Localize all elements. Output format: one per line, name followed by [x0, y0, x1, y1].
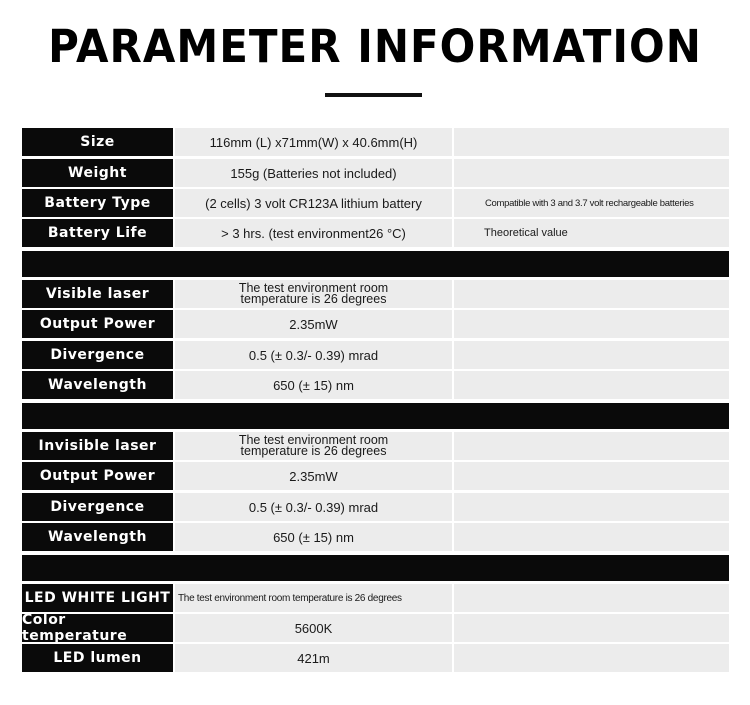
row-note [454, 523, 729, 551]
row-note [454, 462, 729, 490]
row-note [454, 584, 729, 612]
row-label: Size [22, 128, 173, 156]
row-note: Compatible with 3 and 3.7 volt rechargeable batteries [454, 189, 729, 217]
row-value: 0.5 (± 0.3/- 0.39) mrad [175, 493, 452, 521]
row-value: 650 (± 15) nm [175, 523, 452, 551]
section-divider [22, 403, 729, 429]
row-label: LED WHITE LIGHT [22, 584, 173, 612]
row-label: Color temperature [22, 614, 173, 642]
table-row [22, 219, 729, 247]
row-value-line: The test environment room [238, 433, 389, 447]
row-note [454, 493, 729, 521]
row-note [454, 128, 729, 156]
table-row [22, 493, 729, 521]
row-label: Output Power [22, 310, 173, 338]
table-row [22, 462, 729, 490]
row-note [454, 644, 729, 672]
row-value: > 3 hrs. (test environment26 °C) [175, 219, 452, 247]
row-label: Divergence [22, 341, 173, 369]
table-row [22, 371, 729, 399]
row-label: Output Power [22, 462, 173, 490]
row-note: Theoretical value [454, 219, 729, 247]
row-label: Visible laser [22, 280, 173, 308]
table-row [22, 341, 729, 369]
page-title: PARAMETER INFORMATION [48, 20, 702, 73]
title-underline [325, 93, 422, 97]
section-divider [22, 555, 729, 581]
row-note [454, 280, 729, 308]
row-value-line: temperature is 26 degrees [240, 444, 387, 458]
row-value [175, 280, 452, 308]
table-row [22, 310, 729, 338]
row-note [454, 614, 729, 642]
row-label: Invisible laser [22, 432, 173, 460]
row-value: 155g (Batteries not included) [175, 159, 452, 187]
table-row [22, 189, 729, 217]
table-row [22, 159, 729, 187]
row-note [454, 159, 729, 187]
row-note [454, 432, 729, 460]
row-label: Wavelength [22, 523, 173, 551]
table-row [22, 644, 729, 672]
row-label: Wavelength [22, 371, 173, 399]
row-value: The test environment room temperature is 26 degrees [175, 584, 452, 612]
table-row [22, 128, 729, 156]
row-label: Divergence [22, 493, 173, 521]
row-label: Battery Life [22, 219, 173, 247]
row-value: 421m [175, 644, 452, 672]
row-value [175, 432, 452, 460]
row-value: 2.35mW [175, 462, 452, 490]
row-value: 5600K [175, 614, 452, 642]
row-value: 116mm (L) x71mm(W) x 40.6mm(H) [175, 128, 452, 156]
row-value: (2 cells) 3 volt CR123A lithium battery [175, 189, 452, 217]
row-label: LED lumen [22, 644, 173, 672]
table-row [22, 280, 729, 308]
section-divider [22, 251, 729, 277]
row-note [454, 341, 729, 369]
row-value: 650 (± 15) nm [175, 371, 452, 399]
table-row [22, 614, 729, 642]
row-label: Battery Type [22, 189, 173, 217]
table-row [22, 523, 729, 551]
row-value-line: The test environment room [238, 281, 389, 295]
table-row [22, 584, 729, 612]
row-note [454, 371, 729, 399]
row-value-line: temperature is 26 degrees [240, 292, 387, 306]
row-label: Weight [22, 159, 173, 187]
row-value: 0.5 (± 0.3/- 0.39) mrad [175, 341, 452, 369]
row-note [454, 310, 729, 338]
row-value: 2.35mW [175, 310, 452, 338]
table-row [22, 432, 729, 460]
